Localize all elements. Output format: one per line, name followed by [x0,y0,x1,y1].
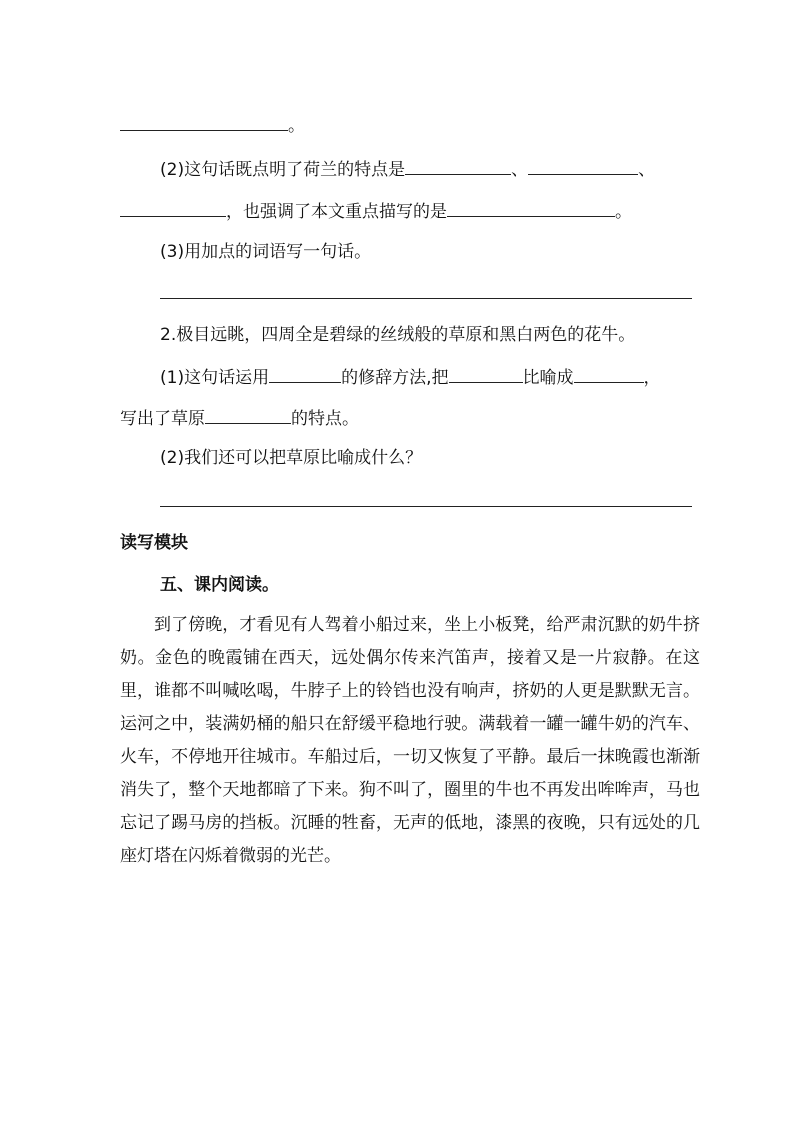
answer-line[interactable] [160,505,692,507]
passage-paragraph: 到了傍晚，才看见有人驾着小船过来，坐上小板凳，给严肃沉默的奶牛挤奶。金色的晚霞铺在西天，远处偶尔传来汽笛声，接着又是一片寂静。在这里，谁都不叫喊吆喝，牛脖子上的铃铛也没有响声，挤奶的人更是默默无言。运河之中，装满奶桶的船只在舒缓平稳地行驶。满载着一罐一罐牛奶的汽车、火车，不停地开往城市。车船过后，一切又恢复了平静。最后一抹晚霞也渐渐消失了，整个天地都暗了下来。狗不叫了，圈里的牛也不再发出哞哞声，马也忘记了踢马房的挡板。沉睡的牲畜，无声的低地，漆黑的夜晚，只有远处的几座灯塔在闪烁着微弱的光芒。 [120,615,700,866]
question-1-3: (3)用加点的词语写一句话。 [160,242,372,262]
module-title: 读写模块 [120,533,188,553]
q1-1-answer-tail: 。 [120,112,305,138]
answer-blank[interactable] [205,405,291,424]
answer-blank[interactable] [447,198,615,217]
question-2-2: (2)我们还可以把草原比喻成什么？ [160,448,423,468]
reading-passage [120,609,700,873]
answer-blank[interactable] [120,198,226,217]
question-1-2: (2)这句话既点明了荷兰的特点是 、 、 [160,156,655,182]
answer-blank[interactable] [269,364,341,383]
question-2-1-cont: 写出了草原 的特点。 [120,405,359,431]
answer-blank[interactable] [528,156,638,175]
answer-blank[interactable] [120,112,288,131]
answer-blank[interactable] [405,156,511,175]
section-5-title: 五、课内阅读。 [160,575,279,595]
question-1-2-cont: ，也强调了本文重点描写的是 。 [120,198,632,224]
answer-line[interactable] [160,297,692,299]
question-2-1: (1)这句话运用 的修辞方法,把 比喻成 ， [160,364,661,390]
answer-blank[interactable] [574,364,644,383]
answer-blank[interactable] [449,364,523,383]
question-2: 2.极目远眺，四周全是碧绿的丝绒般的草原和黑白两色的花牛。 [160,325,636,345]
